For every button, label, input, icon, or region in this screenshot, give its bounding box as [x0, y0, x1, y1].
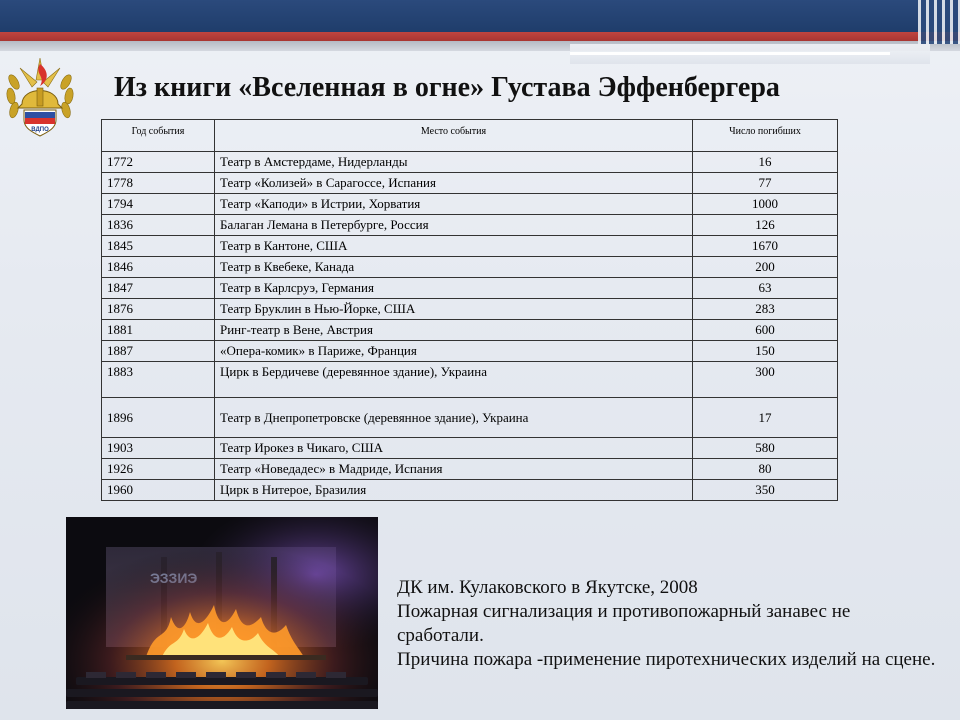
cell-deaths: 350	[693, 480, 838, 501]
photo-caption	[397, 576, 937, 672]
cell-place: Театр в Днепропетровске (деревянное здание), Украина	[215, 398, 693, 438]
table-row	[102, 459, 838, 480]
cell-place: Театр в Кантоне, США	[215, 236, 693, 257]
cell-year: 1903	[102, 438, 215, 459]
caption-failure: Пожарная сигнализация и противопожарный занавес не сработали.	[397, 601, 851, 646]
caption-cause: Причина пожара -применение пиротехнических изделий на сцене.	[397, 649, 936, 670]
cell-place: Цирк в Нитерое, Бразилия	[215, 480, 693, 501]
cell-year: 1778	[102, 173, 215, 194]
table-row	[102, 362, 838, 398]
cell-place: Театр в Квебеке, Канада	[215, 257, 693, 278]
header-red-bar	[0, 32, 960, 41]
table-row	[102, 236, 838, 257]
cell-year: 1926	[102, 459, 215, 480]
table-row	[102, 152, 838, 173]
table-row	[102, 215, 838, 236]
cell-place: Цирк в Бердичеве (деревянное здание), Украина	[215, 362, 693, 398]
table-row	[102, 438, 838, 459]
cell-place: Ринг-театр в Вене, Австрия	[215, 320, 693, 341]
caption-location: ДК им. Кулаковского в Якутске, 2008	[397, 577, 698, 598]
cell-deaths: 63	[693, 278, 838, 299]
header-light-line	[570, 52, 890, 55]
cell-year: 1847	[102, 278, 215, 299]
cell-place: «Опера-комик» в Париже, Франция	[215, 341, 693, 362]
table-row	[102, 341, 838, 362]
table-row	[102, 194, 838, 215]
cell-deaths: 600	[693, 320, 838, 341]
cell-deaths: 1000	[693, 194, 838, 215]
cell-deaths: 77	[693, 173, 838, 194]
cell-place: Театр «Каподи» в Истрии, Хорватия	[215, 194, 693, 215]
cell-deaths: 126	[693, 215, 838, 236]
cell-year: 1876	[102, 299, 215, 320]
table-header-row	[102, 120, 838, 152]
cell-year: 1881	[102, 320, 215, 341]
cell-deaths: 80	[693, 459, 838, 480]
cell-year: 1960	[102, 480, 215, 501]
header-stripes	[918, 0, 960, 44]
cell-year: 1896	[102, 398, 215, 438]
cell-place: Театр в Амстердаме, Нидерланды	[215, 152, 693, 173]
cell-deaths: 283	[693, 299, 838, 320]
page-title: Из книги «Вселенная в огне» Густава Эффенбергера	[114, 72, 780, 103]
table-row	[102, 320, 838, 341]
fire-events-table	[101, 119, 838, 501]
cell-year: 1836	[102, 215, 215, 236]
emblem-text: ВДПО	[31, 127, 49, 133]
cell-year: 1846	[102, 257, 215, 278]
header-year: Год события	[102, 120, 215, 152]
cell-deaths: 580	[693, 438, 838, 459]
cell-deaths: 300	[693, 362, 838, 398]
cell-year: 1887	[102, 341, 215, 362]
table-row	[102, 398, 838, 438]
theatre-fire-photo	[66, 517, 378, 709]
cell-place: Балаган Лемана в Петербурге, Россия	[215, 215, 693, 236]
cell-place: Театр «Колизей» в Сарагоссе, Испания	[215, 173, 693, 194]
cell-deaths: 150	[693, 341, 838, 362]
table-row	[102, 278, 838, 299]
header-blue-bar	[0, 0, 960, 32]
cell-year: 1772	[102, 152, 215, 173]
header-place: Место события	[215, 120, 693, 152]
cell-year: 1845	[102, 236, 215, 257]
table-row	[102, 257, 838, 278]
table-row	[102, 299, 838, 320]
table-row	[102, 173, 838, 194]
cell-place: Театр Ирокез в Чикаго, США	[215, 438, 693, 459]
cell-deaths: 16	[693, 152, 838, 173]
cell-place: Театр в Карлсруэ, Германия	[215, 278, 693, 299]
cell-deaths: 17	[693, 398, 838, 438]
cell-place: Театр Бруклин в Нью-Йорке, США	[215, 299, 693, 320]
header-deaths: Число погибших	[693, 120, 838, 152]
cell-year: 1794	[102, 194, 215, 215]
cell-deaths: 1670	[693, 236, 838, 257]
table-row	[102, 480, 838, 501]
vdpo-emblem-icon	[4, 52, 76, 140]
cell-deaths: 200	[693, 257, 838, 278]
cell-place: Театр «Новедадес» в Мадриде, Испания	[215, 459, 693, 480]
cell-year: 1883	[102, 362, 215, 398]
